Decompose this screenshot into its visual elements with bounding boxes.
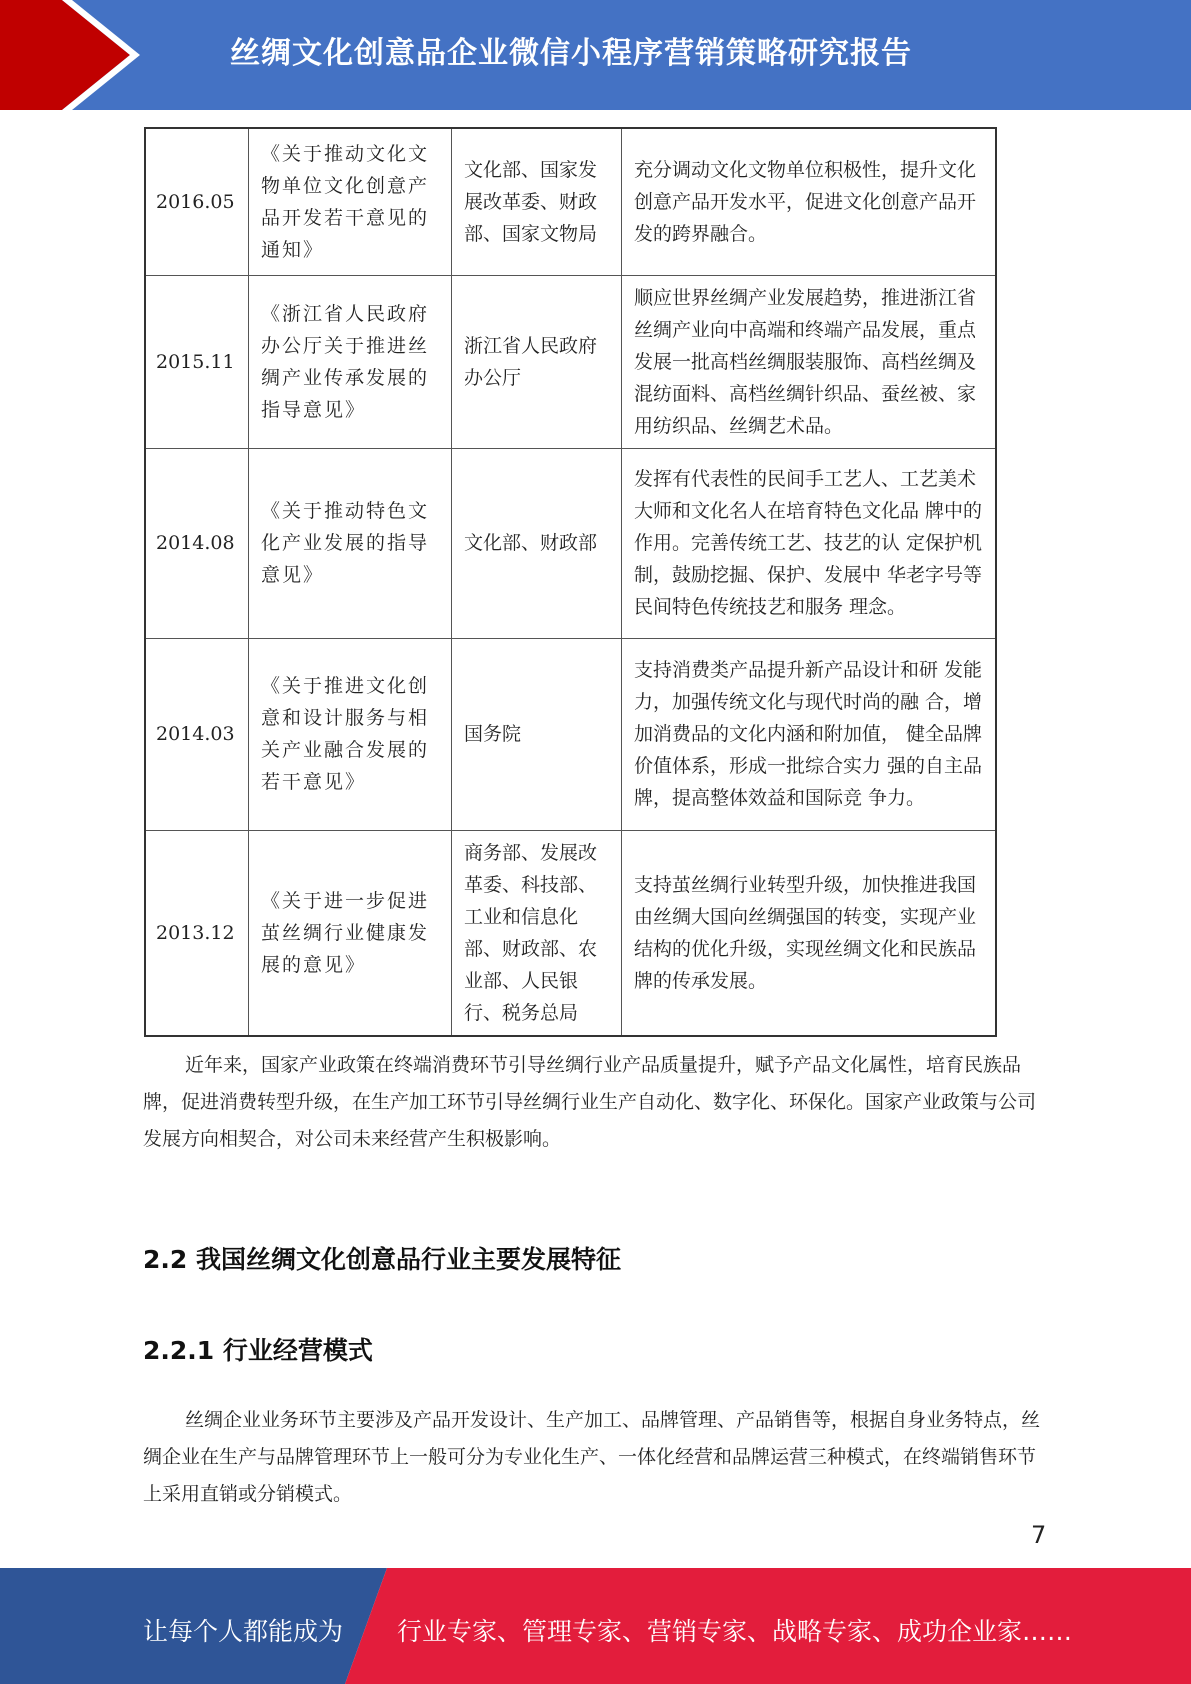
policy-description: 充分调动文化文物单位积极性，提升文化创意产品开发水平，促进文化创意产品开发的跨界融合。 <box>622 128 997 275</box>
subsection-heading: 2.2.1 行业经营模式 <box>143 1336 373 1365</box>
body-paragraph: 丝绸企业业务环节主要涉及产品开发设计、生产加工、品牌管理、产品销售等，根据自身业务特点，丝绸企业在生产与品牌管理环节上一般可分为专业化生产、一体化经营和品牌运营三种模式，在终端销售环节上采用直销或分销模式。 <box>143 1409 1041 1505</box>
policy-department: 文化部、国家发 展改革委、财政 部、国家文物局 <box>452 128 622 275</box>
policy-title: 《浙江省人民政府办公厅关于推进丝绸产业传承发展的指导意见》 <box>249 275 452 448</box>
policy-description: 支持茧丝绸行业转型升级，加快推进我国由丝绸大国向丝绸强国的转变，实现产业结构的优化升级，实现丝绸文化和民族品牌的传承发展。 <box>622 830 997 1036</box>
policy-title: 《关于推动特色文 化产业发展的指导 意见》 <box>249 448 452 638</box>
policy-table <box>144 127 997 1037</box>
table-row <box>145 275 996 448</box>
policy-department: 商务部、发展改革委、科技部、工业和信息化部、财政部、农业部、人民银行、税务总局 <box>452 830 622 1036</box>
policy-description: 支持消费类产品提升新产品设计和研 发能力，加强传统文化与现代时尚的融 合，增加消费品的文化内涵和附加值， 健全品牌价值体系，形成一批综合实力 强的自主品牌，提高整体效益和国际竞 争力。 <box>622 638 997 830</box>
policy-title: 《关于进一步促进 茧丝绸行业健康发 展的意见》 <box>249 830 452 1036</box>
table-row <box>145 830 996 1036</box>
policy-date: 2016.05 <box>145 128 249 275</box>
page-footer <box>0 1568 1191 1684</box>
footer-slogan-right: 行业专家、管理专家、营销专家、战略专家、成功企业家…… <box>397 1617 1073 1646</box>
policy-date: 2014.03 <box>145 638 249 830</box>
policy-description: 顺应世界丝绸产业发展趋势，推进浙江省丝绸产业向中高端和终端产品发展，重点发展一批高档丝绸服装服饰、高档丝绸及混纺面料、高档丝绸针织品、蚕丝被、家用纺织品、丝绸艺术品。 <box>622 275 997 448</box>
policy-date: 2013.12 <box>145 830 249 1036</box>
table-row <box>145 128 996 275</box>
header-chevron-decoration <box>0 0 160 110</box>
header-title: 丝绸文化创意品企业微信小程序营销策略研究报告 <box>230 36 912 71</box>
policy-title: 《关于推进文化创 意和设计服务与相 关产业融合发展的 若干意见》 <box>249 638 452 830</box>
page-header <box>0 0 1191 110</box>
policy-date: 2015.11 <box>145 275 249 448</box>
page-number: 7 <box>1031 1521 1047 1549</box>
policy-description: 发挥有代表性的民间手工艺人、工艺美术大师和文化名人在培育特色文化品 牌中的作用。完善传统工艺、技艺的认 定保护机制，鼓励挖掘、保护、发展中 华老字号等民间特色传统技艺和服务 理念。 <box>622 448 997 638</box>
table-row <box>145 448 996 638</box>
table-row <box>145 638 996 830</box>
section-heading: 2.2 我国丝绸文化创意品行业主要发展特征 <box>143 1245 621 1274</box>
policy-department: 国务院 <box>452 638 622 830</box>
policy-title: 《关于推动文化文 物单位文化创意产 品开发若干意见的 通知》 <box>249 128 452 275</box>
policy-date: 2014.08 <box>145 448 249 638</box>
footer-slogan-left: 让每个人都能成为 <box>143 1617 344 1646</box>
policy-department: 浙江省人民政府办公厅 <box>452 275 622 448</box>
policy-department: 文化部、财政部 <box>452 448 622 638</box>
body-paragraph: 近年来，国家产业政策在终端消费环节引导丝绸行业产品质量提升，赋予产品文化属性，培育民族品牌，促进消费转型升级，在生产加工环节引导丝绸行业生产自动化、数字化、环保化。国家产业政策与公司发展方向相契合，对公司未来经营产生积极影响。 <box>143 1054 1037 1150</box>
